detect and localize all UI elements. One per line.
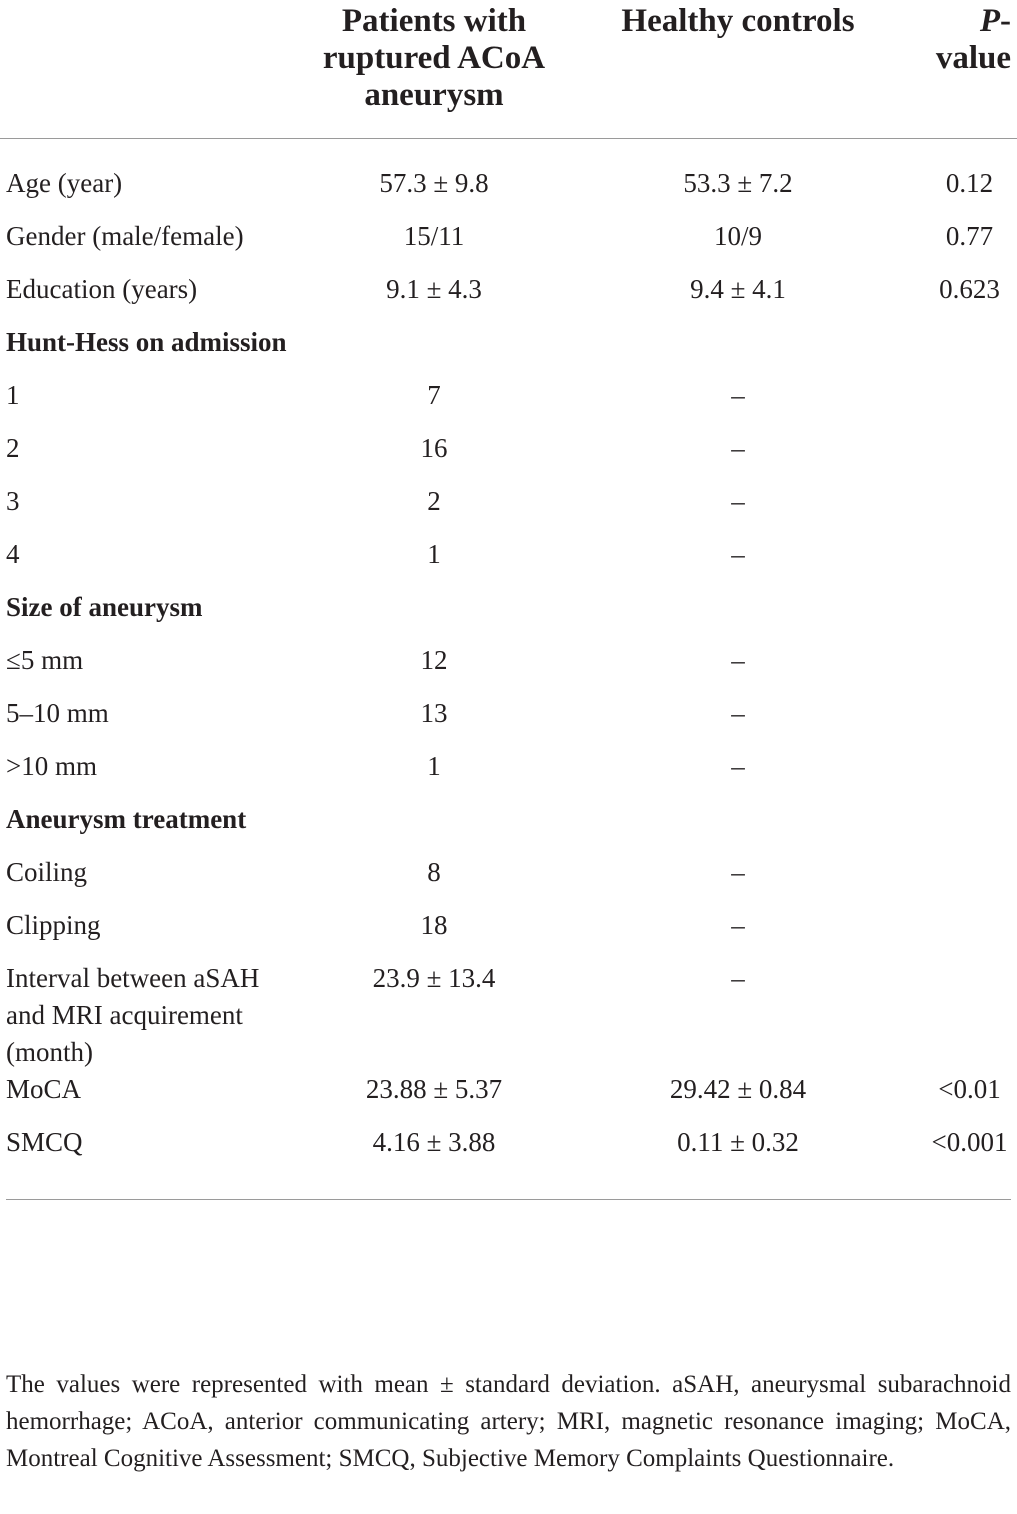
header-controls: Healthy controls (568, 0, 908, 139)
p-value (908, 907, 1017, 960)
table-row (0, 1071, 1017, 1124)
table-row (0, 1124, 1017, 1199)
header-p-value (908, 0, 1017, 139)
controls-value: 0.11 ± 0.32 (677, 1127, 799, 1157)
patients-value: 18 (420, 910, 448, 940)
header-patients: Patients with ruptured ACoA aneurysm (300, 0, 568, 139)
patients-value (300, 589, 568, 642)
table-row (0, 854, 1017, 907)
p-value: 0.623 (939, 274, 1000, 304)
table-bottom-divider (6, 1199, 1011, 1200)
table-row (0, 377, 1017, 430)
p-value (908, 642, 1017, 695)
controls-value: – (731, 910, 745, 940)
row-label: Interval between aSAH and MRI acquirement (month) (6, 963, 260, 1067)
section-row (0, 589, 1017, 642)
table-row (0, 139, 1017, 219)
controls-value: 53.3 ± 7.2 (683, 168, 793, 198)
p-value (908, 324, 1017, 377)
table-header (0, 0, 1017, 139)
controls-value (568, 589, 908, 642)
patients-value: 9.1 ± 4.3 (386, 274, 482, 304)
row-label: 5–10 mm (6, 698, 109, 728)
row-label: MoCA (6, 1074, 82, 1104)
table-row (0, 218, 1017, 271)
controls-value: – (731, 486, 745, 516)
controls-value: – (731, 645, 745, 675)
patients-value: 1 (427, 751, 441, 781)
table-row (0, 430, 1017, 483)
section-label: Aneurysm treatment (6, 804, 247, 834)
row-label: >10 mm (6, 751, 97, 781)
section-label: Hunt-Hess on admission (6, 327, 287, 357)
table-footnote: The values were represented with mean ± standard deviation. aSAH, aneurysmal subarachnoid hemorrhage; ACoA, anterior communicating artery; MRI, magnetic resonance imaging; MoCA, Montreal Cognitive Assessment; SMCQ, Subjective Memory Complaints Questionnaire. (6, 1371, 1011, 1472)
p-value (908, 695, 1017, 748)
row-label: 1 (6, 380, 20, 410)
patients-value: 4.16 ± 3.88 (372, 1127, 496, 1157)
row-label: SMCQ (6, 1127, 83, 1157)
patients-value: 12 (420, 645, 448, 675)
controls-value: – (731, 433, 745, 463)
p-value (908, 748, 1017, 801)
row-label: Age (year) (6, 168, 123, 198)
row-label: Coiling (6, 857, 88, 887)
section-row (0, 801, 1017, 854)
header-row (0, 0, 1017, 139)
table-row (0, 271, 1017, 324)
row-label: 2 (6, 433, 20, 463)
controls-value: – (731, 539, 745, 569)
patients-value: 23.88 ± 5.37 (365, 1074, 503, 1104)
controls-value (568, 801, 908, 854)
p-value: <0.01 (938, 1074, 1001, 1104)
p-value (908, 430, 1017, 483)
section-label: Size of aneurysm (6, 592, 203, 622)
row-label: ≤5 mm (6, 645, 84, 675)
table-row (0, 748, 1017, 801)
table-row (0, 960, 1017, 1071)
controls-value (568, 324, 908, 377)
p-letter: P (979, 3, 1000, 39)
p-value (908, 589, 1017, 642)
p-value (908, 960, 1017, 1071)
p-value: <0.001 (931, 1127, 1008, 1157)
controls-value: – (731, 751, 745, 781)
section-row (0, 324, 1017, 377)
table-body (0, 139, 1017, 1200)
p-value (908, 854, 1017, 907)
table-row (0, 642, 1017, 695)
controls-value: 10/9 (713, 221, 762, 251)
row-label: 4 (6, 539, 20, 569)
table-row (0, 536, 1017, 589)
patients-value: 1 (427, 539, 441, 569)
controls-value: 29.42 ± 0.84 (669, 1074, 807, 1104)
controls-value: 9.4 ± 4.1 (690, 274, 786, 304)
patients-value: 2 (427, 486, 441, 516)
row-label: 3 (6, 486, 20, 516)
controls-value: – (731, 380, 745, 410)
p-value (908, 377, 1017, 430)
table-row (0, 695, 1017, 748)
patients-value: 16 (420, 433, 448, 463)
row-label: Education (years) (6, 274, 198, 304)
p-suffix: -value (935, 3, 1011, 76)
patients-value (300, 801, 568, 854)
row-label: Clipping (6, 910, 101, 940)
p-value (908, 536, 1017, 589)
patients-value: 7 (427, 380, 441, 410)
p-value (908, 801, 1017, 854)
row-label: Gender (male/female) (6, 221, 244, 251)
controls-value: – (731, 698, 745, 728)
patients-value: 23.9 ± 13.4 (372, 963, 496, 993)
patients-value (300, 324, 568, 377)
header-label-column (0, 0, 300, 139)
patients-value: 8 (427, 857, 441, 887)
p-value: 0.77 (945, 221, 994, 251)
table-row (0, 907, 1017, 960)
controls-value: – (731, 963, 745, 993)
table-row (0, 483, 1017, 536)
p-value: 0.12 (945, 168, 994, 198)
patients-value: 15/11 (403, 221, 465, 251)
patients-value: 57.3 ± 9.8 (379, 168, 489, 198)
controls-value: – (731, 857, 745, 887)
patients-value: 13 (420, 698, 448, 728)
p-value (908, 483, 1017, 536)
